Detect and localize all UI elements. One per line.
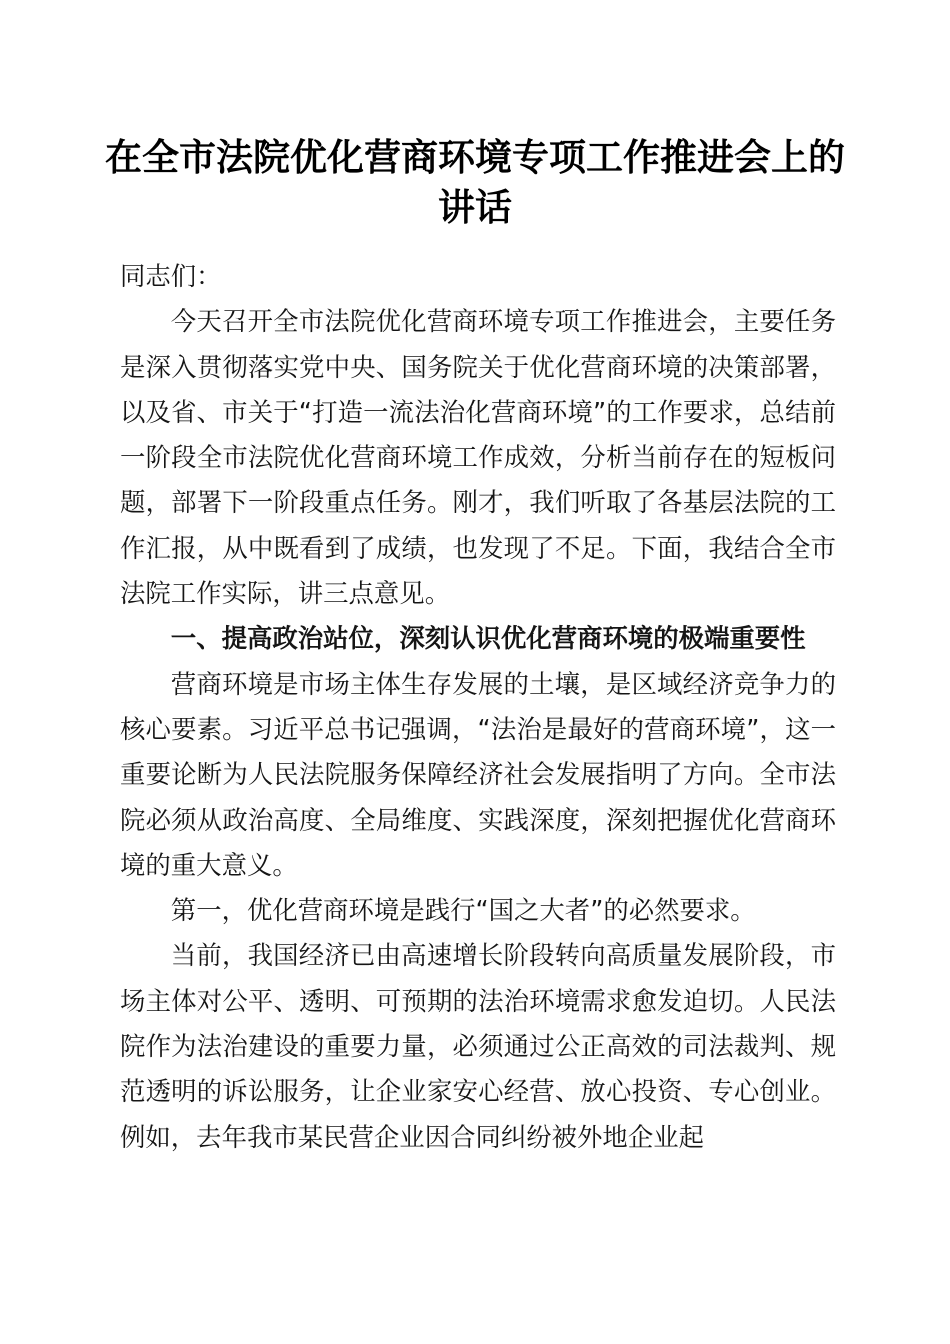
document-title [100, 132, 850, 232]
paragraph-subsection-1: 当前，我国经济已由高速增长阶段转向高质量发展阶段，市场主体对公平、透明、可预期的法治环境需求愈发迫切。人民法院作为法治建设的重要力量，必须通过公正高效的司法裁判、规范透明的诉讼服务，让企业家安心经营、放心投资、专心创业。例如，去年我市某民营企业因合同纠纷被外地企业起 [120, 940, 836, 1152]
salutation: 同志们： [120, 261, 222, 291]
title-line-2: 讲话 [438, 185, 512, 229]
subheading-1: 第一，优化营商环境是践行“国之大者”的必然要求。 [170, 895, 756, 926]
paragraph-section-1: 营商环境是市场主体生存发展的土壤，是区域经济竞争力的核心要素。习近平总书记强调，“法治是最好的营商环境”，这一重要论断为人民法院服务保障经济社会发展指明了方向。全市法院必须从政治高度、全局维度、实践深度，深刻把握优化营商环境的重大意义。 [120, 668, 836, 880]
paragraph-intro: 今天召开全市法院优化营商环境专项工作推进会，主要任务是深入贯彻落实党中央、国务院关于优化营商环境的决策部署，以及省、市关于“打造一流法治化营商环境”的工作要求，总结前一阶段全市法院优化营商环境工作成效，分析当前存在的短板问题，部署下一阶段重点任务。刚才，我们听取了各基层法院的工作汇报，从中既看到了成绩，也发现了不足。下面，我结合全市法院工作实际，讲三点意见。 [120, 306, 836, 609]
section-heading-1: 一、提高政治站位，深刻认识优化营商环境的极端重要性 [170, 623, 806, 654]
title-line-1: 在全市法院优化营商环境专项工作推进会上的 [105, 135, 845, 179]
document-body [120, 254, 836, 1160]
